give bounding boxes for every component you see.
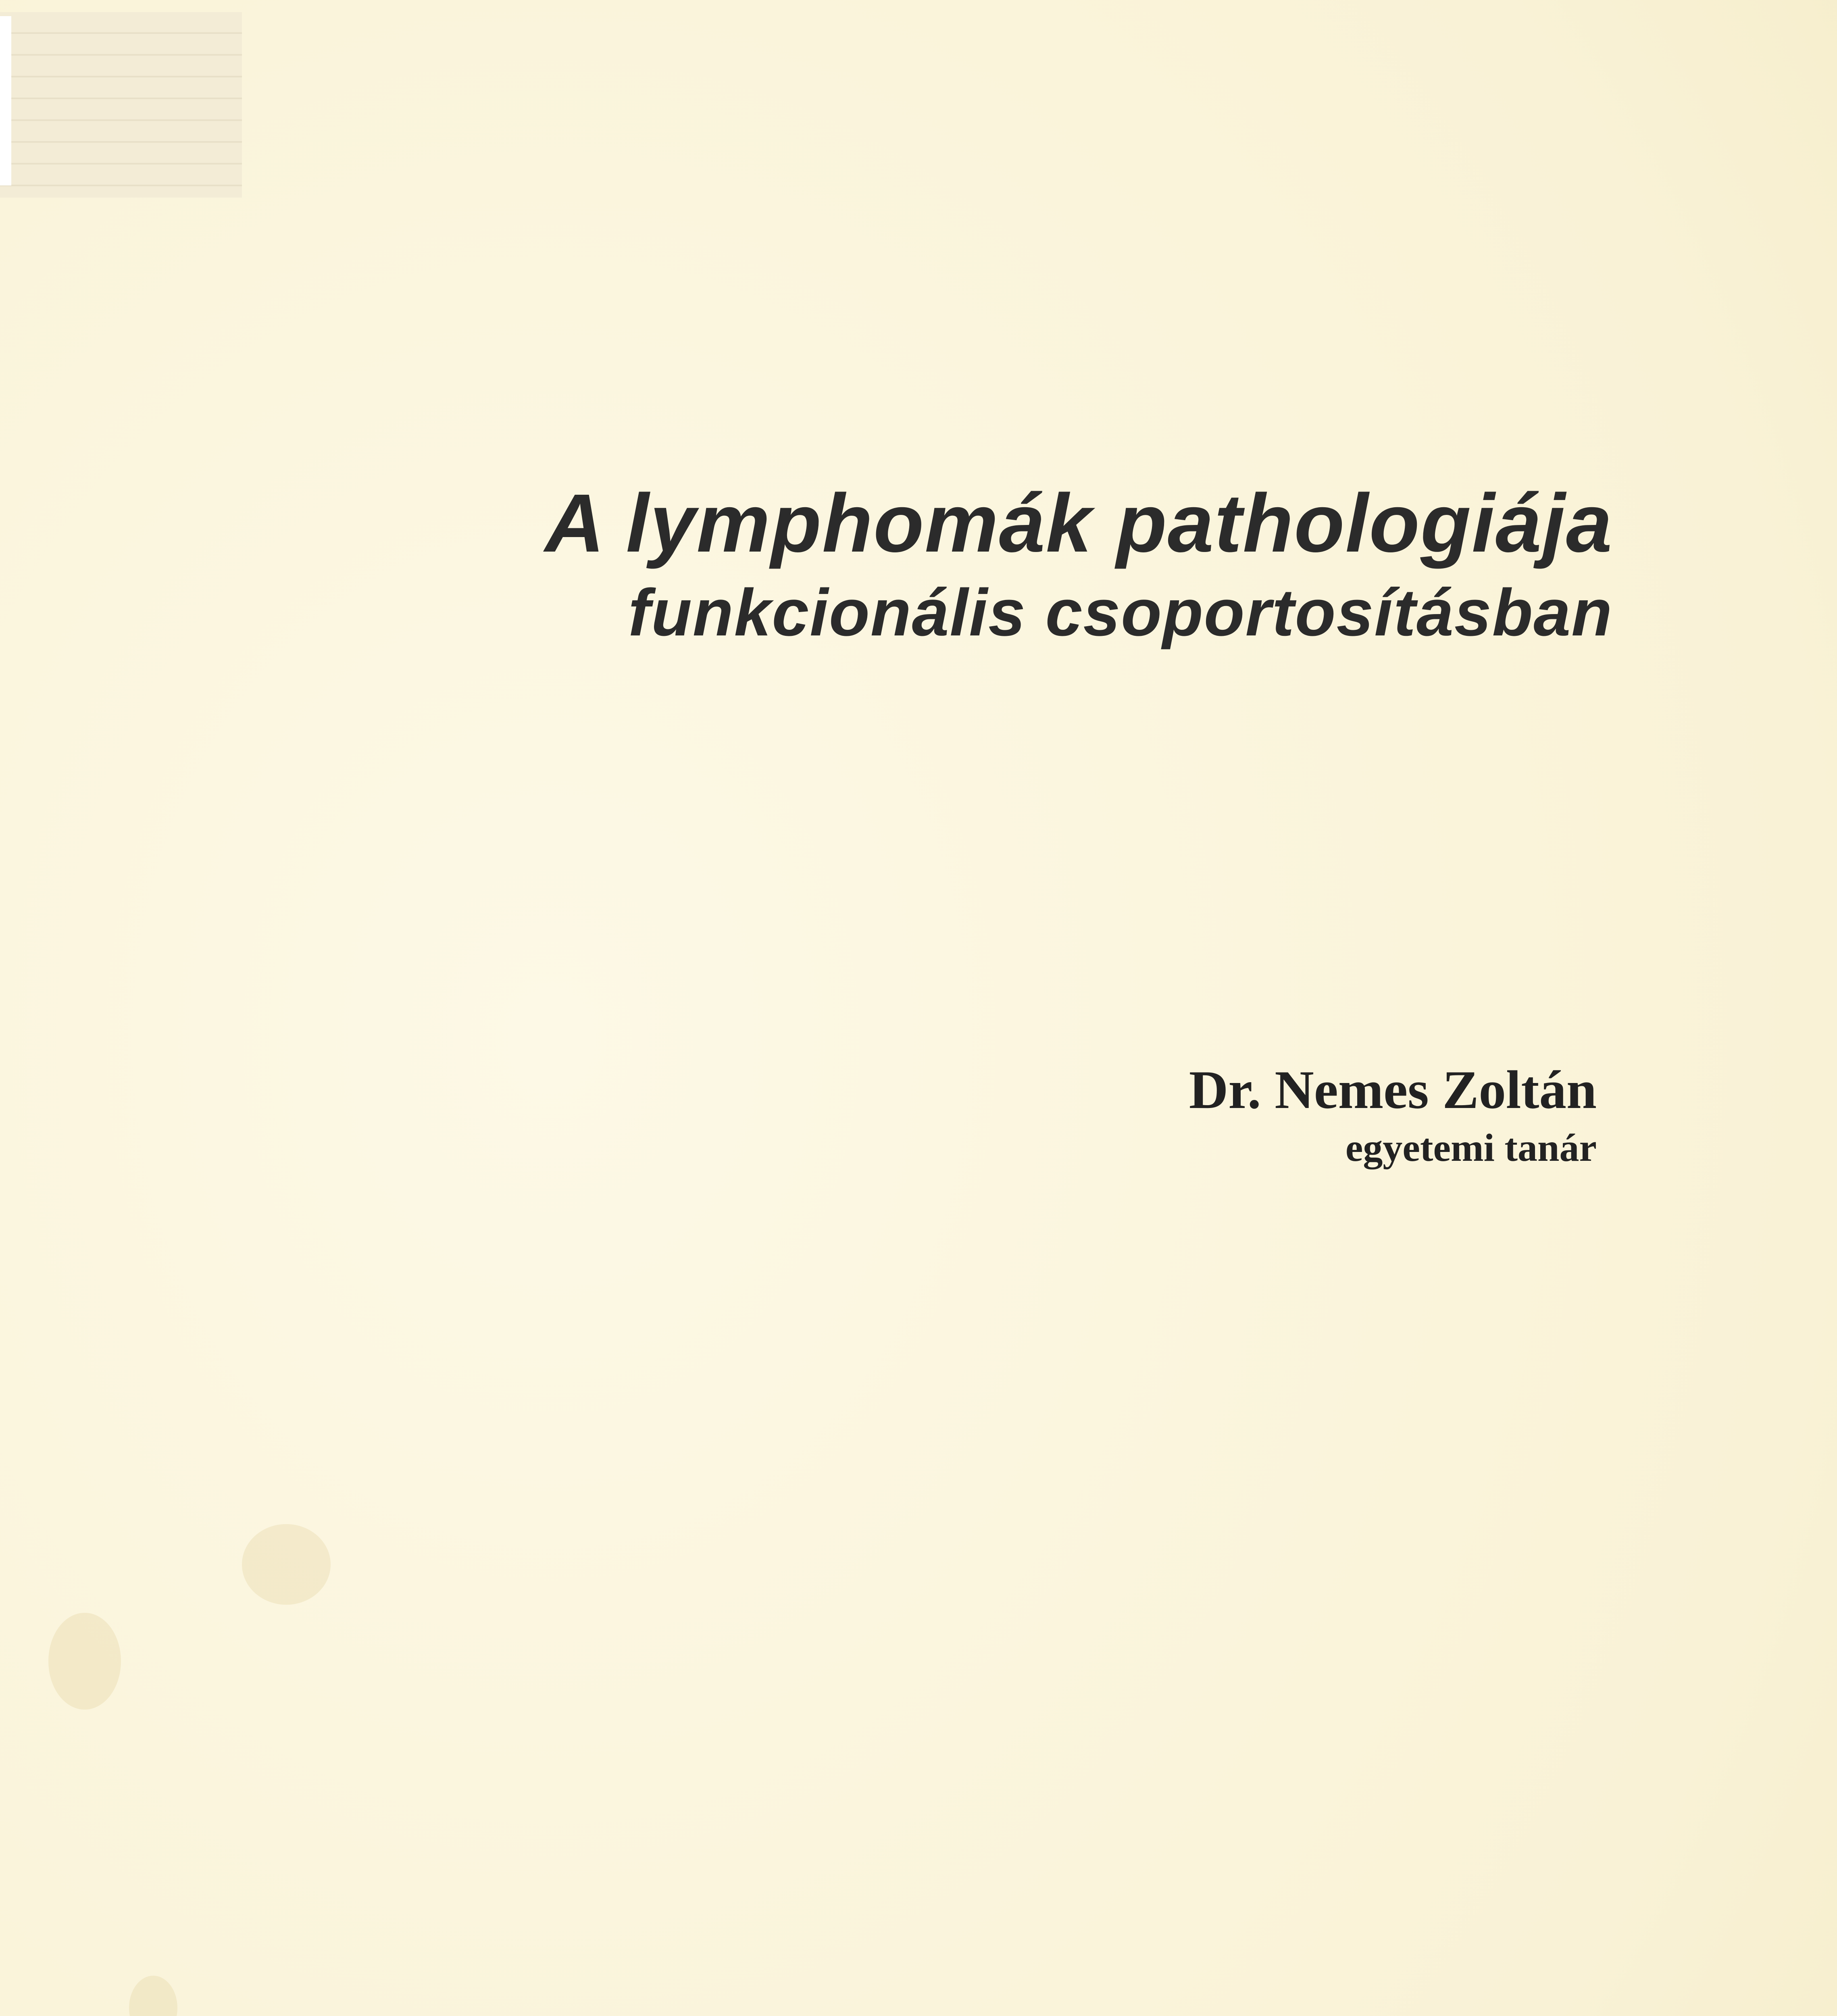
author-block [968, 1056, 1597, 1172]
author-name: Dr. Nemes Zoltán [1189, 1060, 1597, 1120]
book-subtitle: funkcionális csoportosításban [628, 575, 1613, 650]
author-role: egyetemi tanár [1345, 1126, 1597, 1170]
top-label-remnant [0, 12, 242, 198]
top-label-white-edge [0, 16, 11, 185]
title-block [363, 476, 1613, 654]
paper-stain [129, 1976, 177, 2016]
paper-stain [242, 1524, 331, 1605]
book-title: A lymphomák pathologiája [545, 477, 1613, 569]
paper-stain [48, 1613, 121, 1710]
